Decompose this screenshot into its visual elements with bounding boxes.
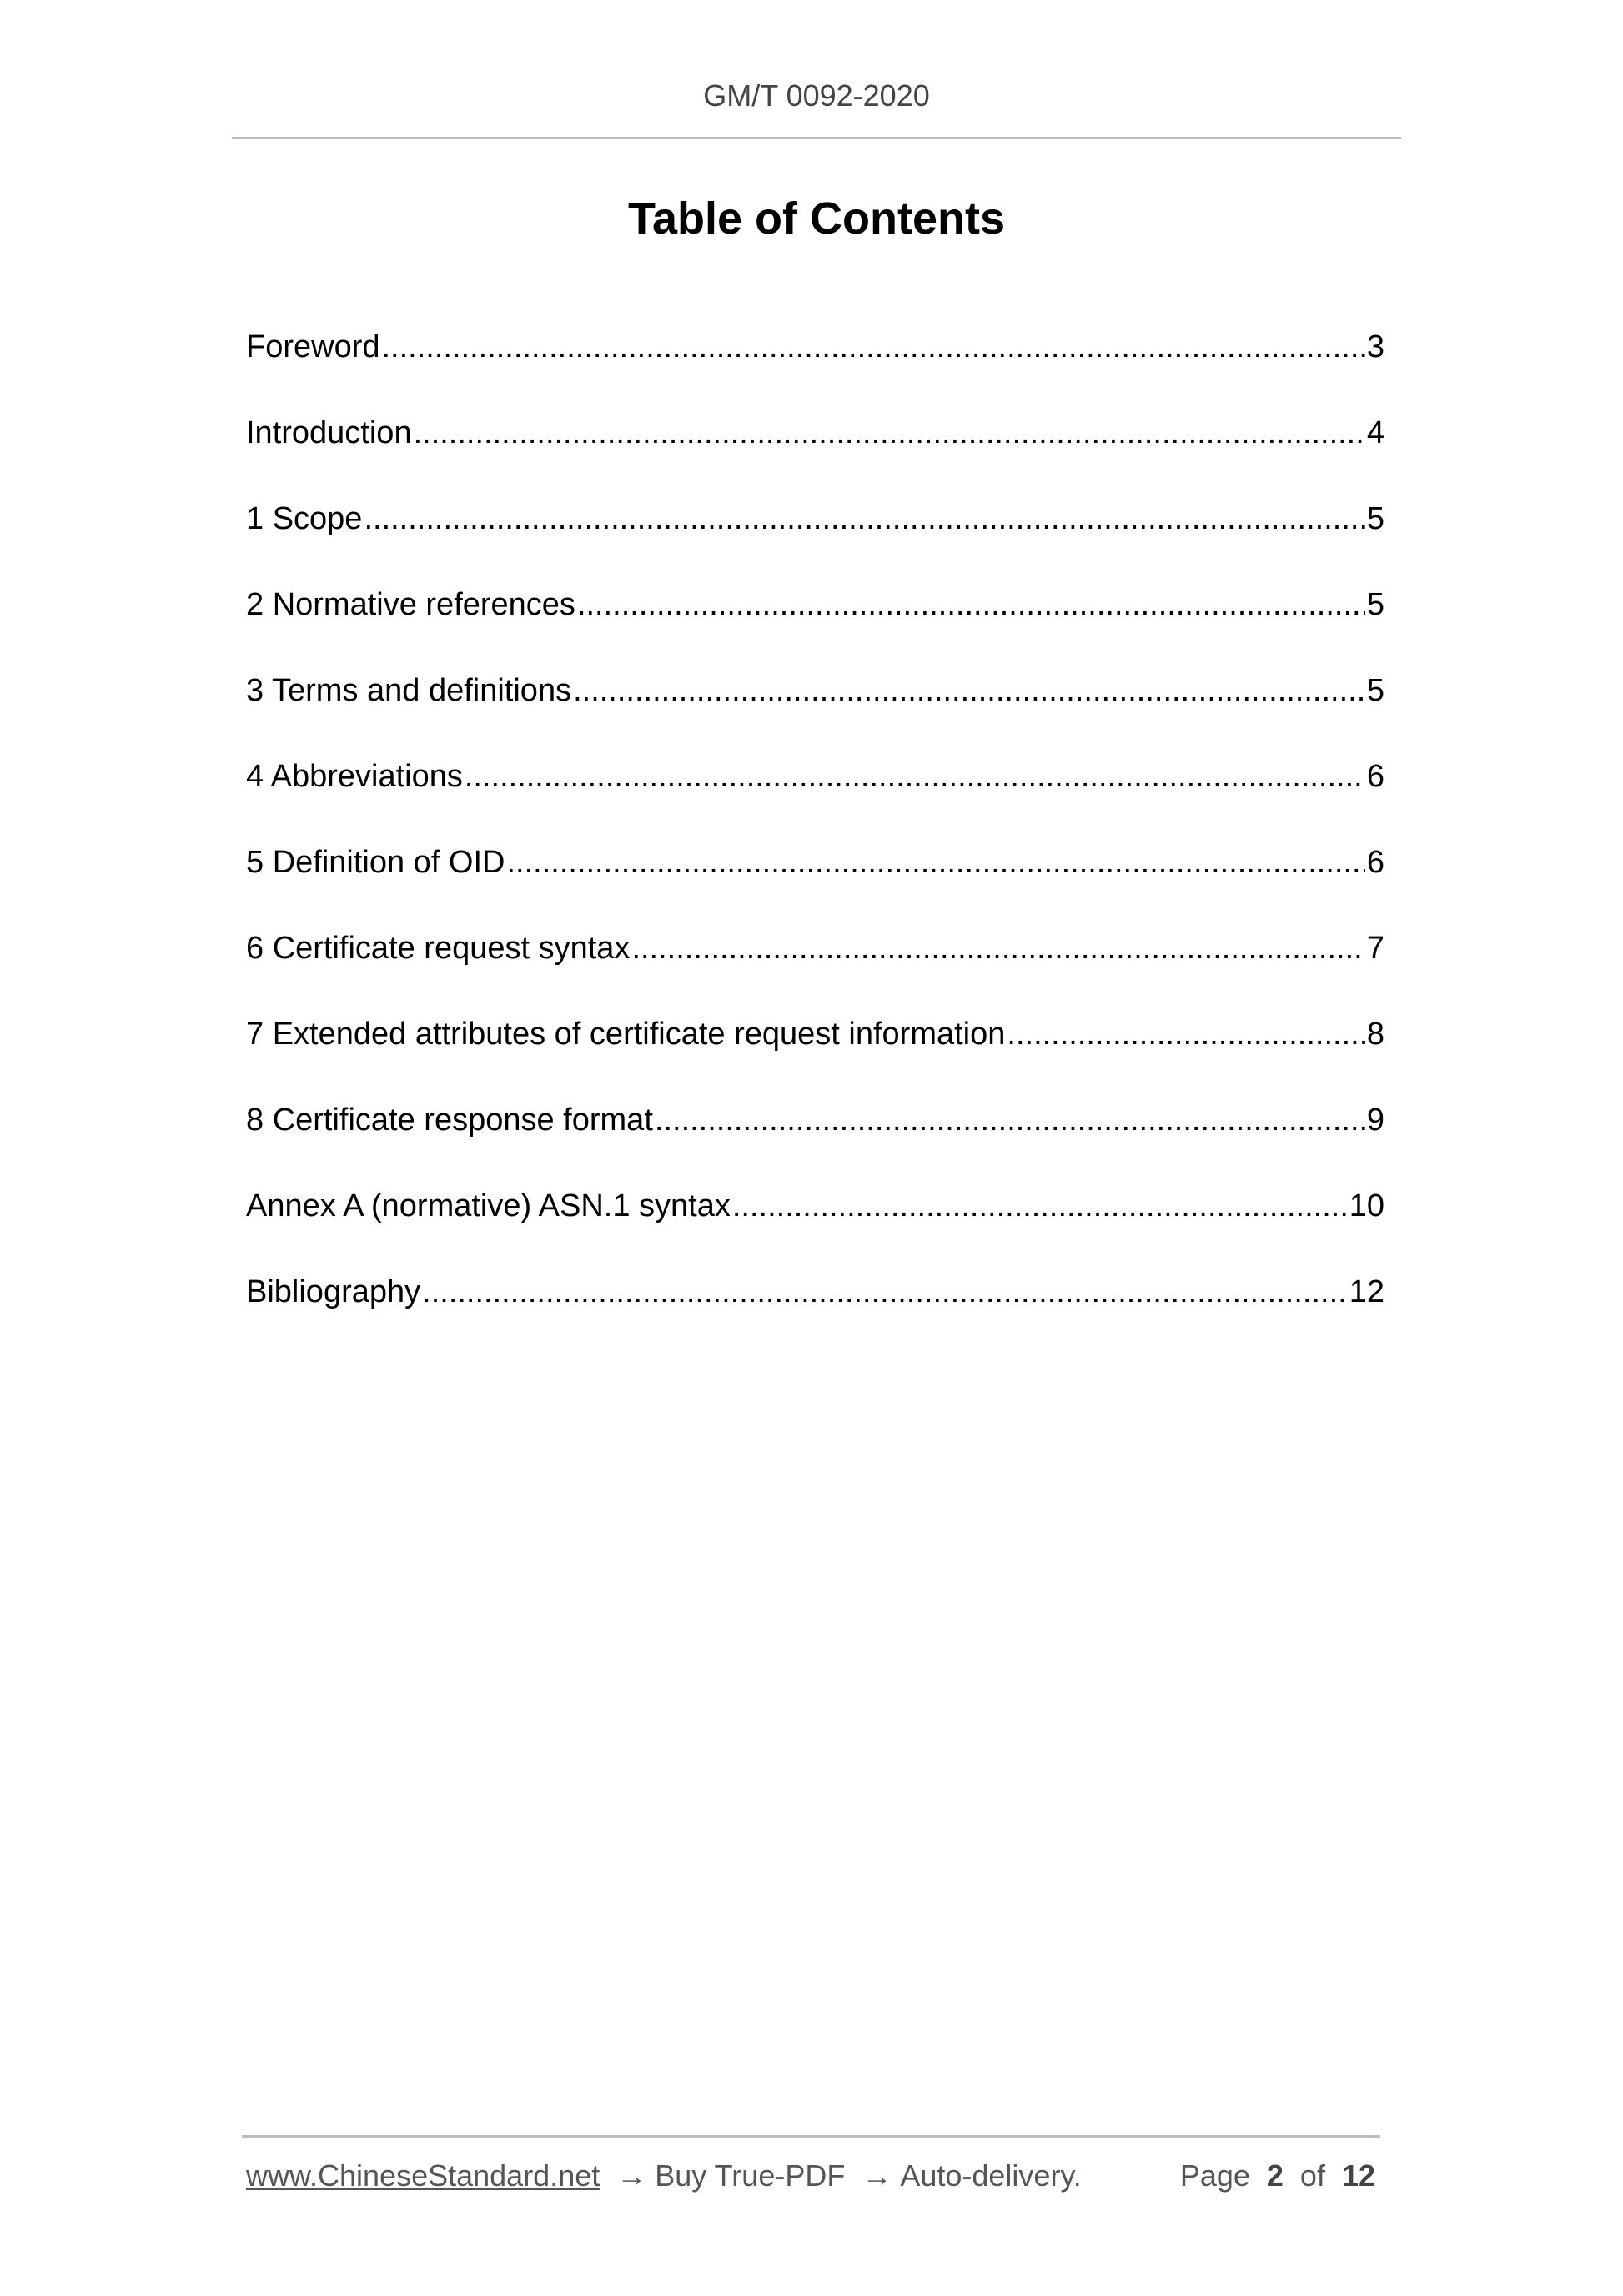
toc-entry-definition-of-oid[interactable] [246,832,1384,918]
toc-entry-terms-and-definitions[interactable] [246,661,1384,746]
toc-entry-page: 8 [1366,1017,1384,1052]
website-link[interactable]: www.ChineseStandard.net [246,2158,600,2193]
toc-dot-leader [465,746,1365,806]
toc-dot-leader [382,317,1365,377]
toc-dot-leader [422,1262,1348,1322]
toc-entry-page: 4 [1366,415,1384,450]
toc-entry-label: Introduction [246,415,412,450]
toc-entry-label: 3 Terms and definitions [246,673,572,708]
toc-entry-introduction[interactable] [246,403,1384,489]
toc-entry-normative-references[interactable] [246,575,1384,661]
toc-entry-label: Annex A (normative) ASN.1 syntax [246,1188,731,1223]
page-number-indicator [1180,2158,1375,2193]
toc-entry-page: 5 [1366,673,1384,708]
toc-entry-page: 10 [1349,1188,1384,1223]
toc-entry-label: 2 Normative references [246,587,575,622]
toc-dot-leader [506,832,1364,892]
footer-promo [246,2158,1082,2193]
of-word: of [1299,2158,1325,2193]
toc-entry-label: Foreword [246,329,380,364]
toc-entry-page: 3 [1366,329,1384,364]
arrow-right-icon: → [616,2158,647,2193]
toc-title: Table of Contents [628,193,1005,244]
toc-dot-leader [573,661,1365,721]
total-page-count: 12 [1341,2158,1375,2193]
toc-entry-label: 6 Certificate request syntax [246,931,631,966]
toc-entry-label: 5 Definition of OID [246,845,505,880]
page-word: Page [1179,2158,1250,2193]
toc-entry-label: 8 Certificate response format [246,1103,653,1138]
toc-entry-page: 7 [1366,931,1384,966]
toc-entry-certificate-request-syntax[interactable] [246,918,1384,1004]
current-page-number: 2 [1266,2158,1284,2193]
header-divider [232,137,1401,139]
page-footer [246,2158,1380,2193]
toc-entry-extended-attributes[interactable] [246,1004,1384,1090]
toc-entry-label: 1 Scope [246,501,363,536]
toc-entry-certificate-response-format[interactable] [246,1090,1384,1176]
toc-entry-annex-a[interactable] [246,1176,1384,1262]
footer-divider [242,2135,1380,2138]
toc-entry-page: 12 [1349,1274,1384,1309]
toc-dot-leader [414,403,1365,463]
toc-dot-leader [732,1176,1348,1236]
toc-dot-leader [631,918,1364,978]
toc-dot-leader [364,489,1364,549]
toc-dot-leader [655,1090,1365,1150]
toc-entry-page: 6 [1366,759,1384,794]
toc-entry-page: 5 [1366,501,1384,536]
document-id-header: GM/T 0092-2020 [703,78,930,113]
toc-entry-bibliography[interactable] [246,1262,1384,1348]
toc-entry-page: 5 [1366,587,1384,622]
buy-true-pdf-text: Buy True-PDF [655,2158,846,2193]
toc-entry-label: 7 Extended attributes of certificate request information [246,1017,1006,1052]
toc-entry-abbreviations[interactable] [246,746,1384,832]
toc-entry-label: Bibliography [246,1274,421,1309]
toc-entry-foreword[interactable] [246,317,1384,403]
arrow-right-icon: → [862,2158,892,2193]
auto-delivery-text: Auto-delivery. [900,2158,1082,2193]
toc-dot-leader [1007,1004,1364,1064]
toc-entry-page: 6 [1366,845,1384,880]
toc-dot-leader [577,575,1365,635]
toc-entry-scope[interactable] [246,489,1384,575]
toc-entry-label: 4 Abbreviations [246,759,463,794]
toc-entry-page: 9 [1366,1103,1384,1138]
toc-list [246,317,1384,1348]
